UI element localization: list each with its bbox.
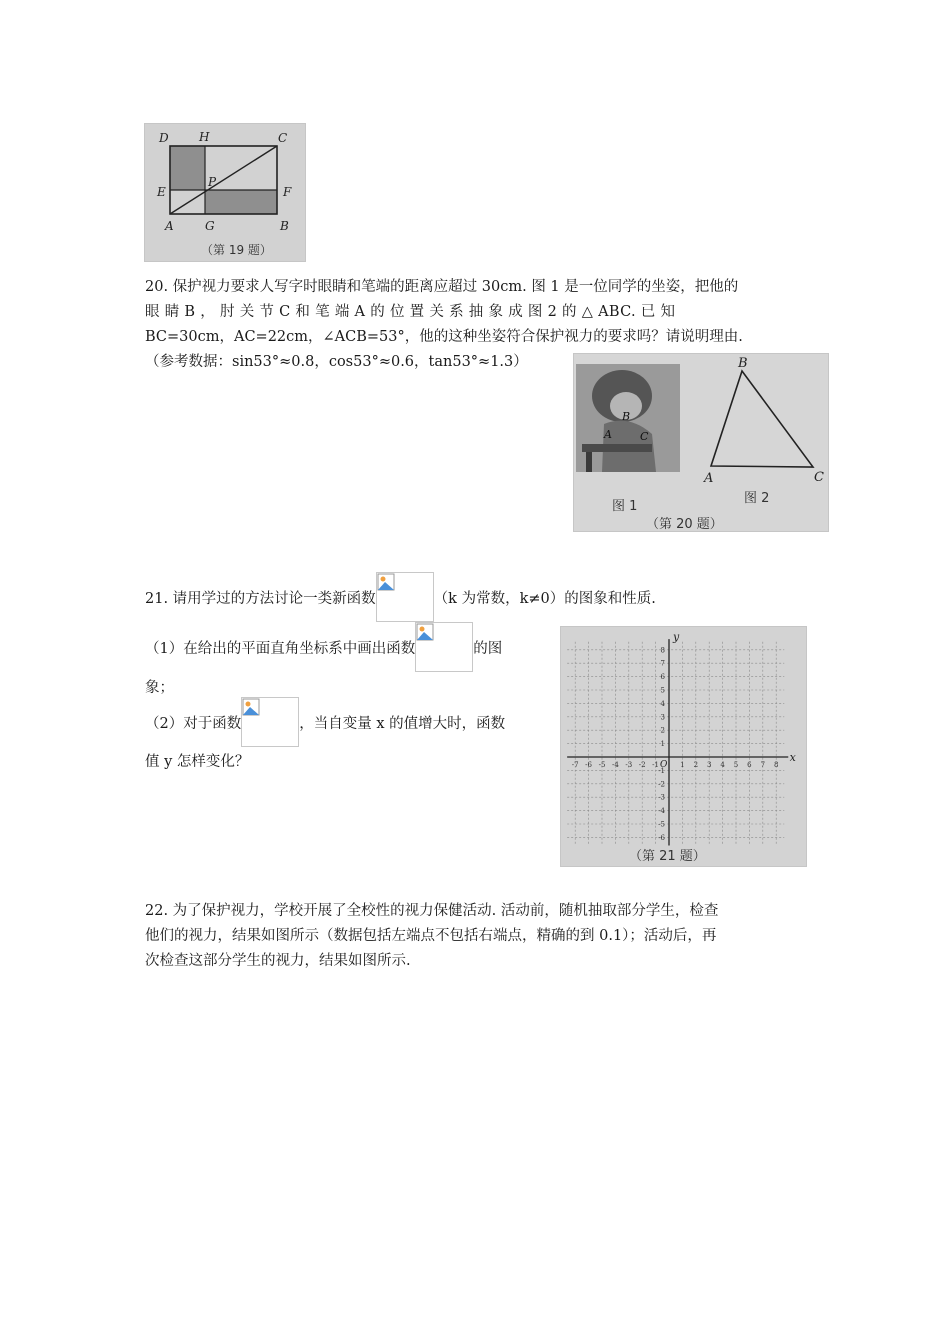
x-tick-label: -3 (625, 761, 633, 769)
figure-19 (144, 123, 306, 262)
q20-line-1: 20. 保护视力要求人写字时眼睛和笔端的距离应超过 30cm. 图 1 是一位同学的坐姿，把他的 (145, 279, 739, 295)
x-axis-label: x (789, 751, 796, 764)
q21-p1-text-a: （1）在给出的平面直角坐标系中画出函数 (145, 640, 416, 657)
photo-label-a: A (604, 428, 612, 441)
y-tick-label: -6 (658, 833, 665, 842)
tri-label-a: A (704, 471, 714, 486)
origin-label: O (660, 760, 668, 770)
tri-label-b: B (738, 356, 748, 371)
y-tick-label: -1 (658, 766, 665, 775)
function-image-placeholder (415, 622, 473, 672)
y-tick-label: 6 (660, 673, 665, 682)
q21-part-1 (145, 622, 502, 672)
figure-21 (560, 626, 807, 867)
label-a: A (165, 219, 174, 233)
q20-line-2: 眼 睛 B ， 肘 关 节 C 和 笔 端 A 的 位 置 关 系 抽 象 成 图 2 的 △ ABC. 已 知 (145, 304, 676, 320)
y-tick-label: 3 (660, 713, 665, 722)
y-axis-label: y (673, 630, 680, 644)
q21-p1-text-b: 的图 (473, 640, 503, 657)
q21-part-2 (145, 697, 505, 747)
figure-20 (573, 353, 829, 532)
figure-19-caption: （第 19 题） (201, 243, 272, 257)
y-tick-label: -5 (658, 820, 665, 829)
x-tick-label: 8 (773, 761, 779, 769)
q20-line-4: （参考数据：sin53°≈0.8，cos53°≈0.6，tan53°≈1.3） (145, 354, 528, 370)
label-h: H (199, 130, 210, 144)
x-tick-label: 7 (760, 761, 766, 769)
q20-line-3: BC=30cm，AC=22cm，∠ACB=53°，他的这种坐姿符合保护视力的要求吗？请说明理由. (145, 329, 743, 345)
figure-20-caption: （第 20 题） (646, 517, 723, 532)
q21-intro-text-b: （k 为常数，k≠0）的图象和性质. (433, 590, 656, 607)
x-tick-label: -6 (585, 761, 593, 769)
label-d: D (159, 131, 169, 145)
x-tick-label: -4 (611, 761, 619, 769)
function-image-placeholder (241, 697, 299, 747)
q22-line-2: 他们的视力，结果如图所示（数据包括左端点不包括右端点，精确的到 0.1）；活动后，再 (145, 928, 717, 944)
fig1-label: 图 1 (612, 499, 638, 514)
student-photo (576, 364, 680, 472)
x-tick-label: -5 (598, 761, 606, 769)
y-tick-label: 5 (660, 686, 665, 695)
q21-p1-text-c: 象； (145, 680, 174, 696)
label-g: G (205, 219, 215, 233)
tri-label-c: C (814, 470, 824, 485)
label-c: C (278, 131, 288, 145)
q21-p2-text-c: 值 y 怎样变化？ (145, 754, 250, 770)
x-tick-label: 2 (693, 761, 699, 769)
fig2-label: 图 2 (744, 491, 770, 506)
y-tick-label: 7 (660, 659, 665, 668)
broken-image-icon (242, 698, 260, 716)
y-tick-label: 1 (660, 740, 665, 749)
q21-intro-text-a: 21. 请用学过的方法讨论一类新函数 (145, 590, 376, 607)
x-tick-label: 6 (747, 761, 752, 769)
x-tick-label: 3 (706, 761, 712, 769)
y-tick-label: 2 (660, 726, 665, 735)
x-tick-label: -1 (652, 761, 660, 769)
label-f: F (283, 185, 292, 199)
y-tick-label: -2 (658, 780, 665, 789)
q22-line-3: 次检查这部分学生的视力，结果如图所示. (145, 953, 411, 969)
function-image-placeholder (376, 572, 434, 622)
y-tick-label: 4 (660, 699, 665, 708)
shaded-rect-pfbg (205, 190, 277, 214)
x-tick-label: -2 (638, 761, 646, 769)
x-tick-label: -7 (571, 761, 579, 769)
q21-p2-text-b: ，当自变量 x 的值增大时，函数 (299, 715, 506, 732)
label-b: B (280, 219, 289, 233)
q21-intro (145, 572, 656, 622)
photo-label-b: B (622, 410, 631, 423)
y-tick-label: -3 (658, 793, 665, 802)
q22-line-1: 22. 为了保护视力，学校开展了全校性的视力保健活动. 活动前，随机抽取部分学生，检查 (145, 903, 719, 919)
figure-21-caption: （第 21 题） (629, 849, 706, 864)
x-tick-label: 5 (733, 761, 739, 769)
broken-image-icon (416, 623, 434, 641)
label-p: P (208, 175, 217, 189)
q21-p2-text-a: （2）对于函数 (145, 715, 242, 732)
broken-image-icon (377, 573, 395, 591)
x-tick-label: 1 (680, 761, 685, 769)
photo-label-c: C (640, 430, 649, 443)
x-tick-label: 4 (720, 761, 725, 769)
y-tick-label: -4 (658, 807, 665, 816)
y-tick-label: 8 (660, 646, 665, 655)
shaded-rect-dhpe (170, 146, 205, 190)
label-e: E (157, 185, 166, 199)
